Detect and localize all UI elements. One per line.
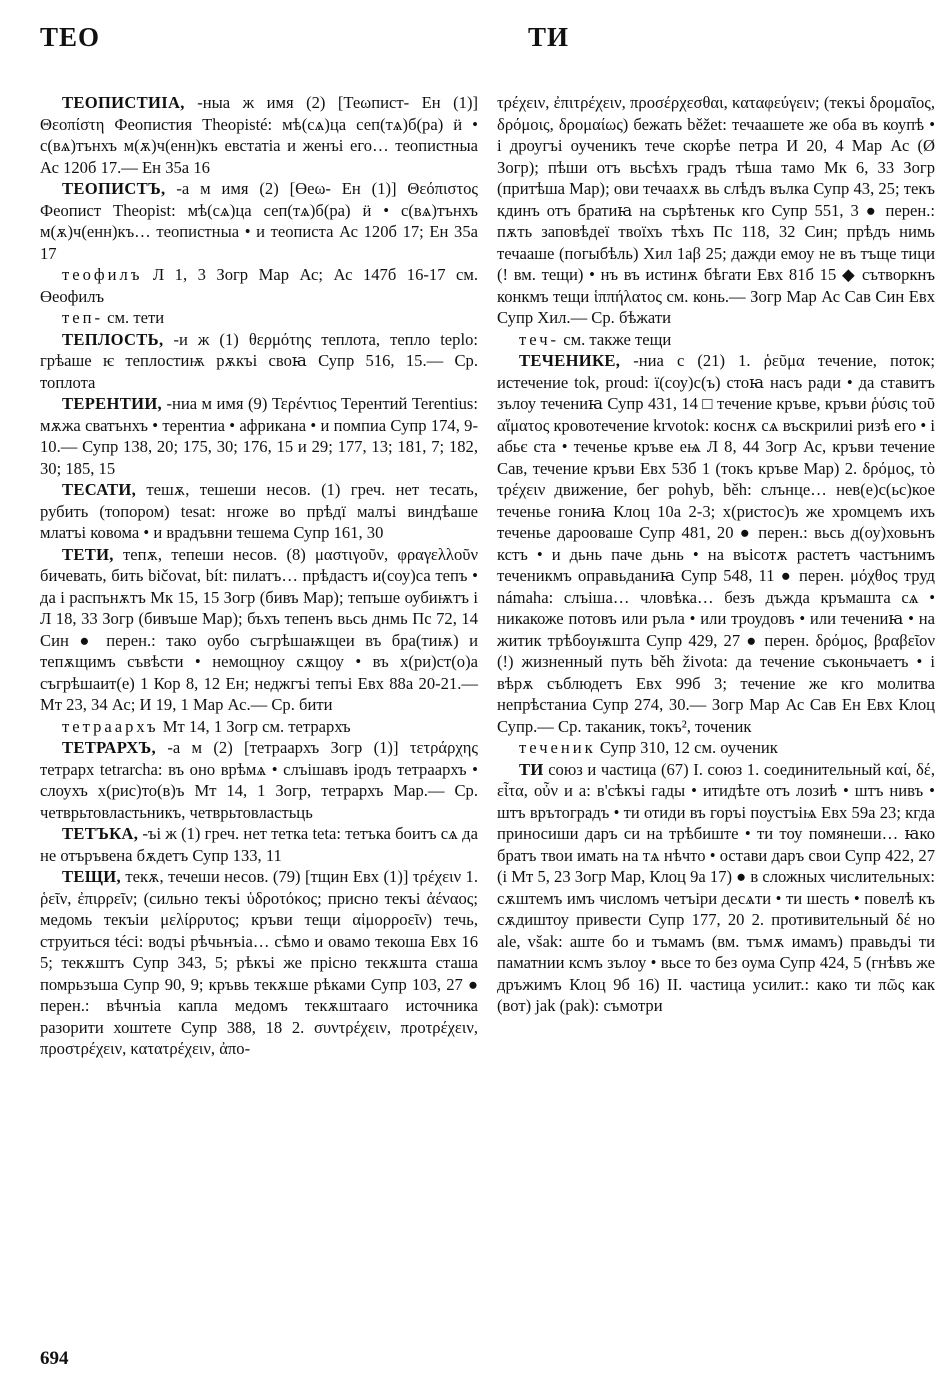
headword: теч-: [519, 329, 560, 349]
cross-reference: [40, 307, 478, 329]
entry-body: -ныа ж имя (2) [Теωпист- Ен (1)] Θεοπίστη Феопистия Theopisté: мѣ(сѧ)ца сеп(тѧ)б(ра) ӥ • с(вѧ)тънхъ м(ѫ)ч(енн)къ евстатіа и женъі его… теопистныа Ас 120б 17.— Ен 35а 16: [40, 93, 478, 177]
dictionary-entry: [40, 178, 478, 264]
entry-body: союз и частица (67) I. союз 1. соединительный καί, δέ, εἶτα, οὖν и а: в'сѣкъі гады • итидѣте отъ лозиѣ • штъ нивъ • штъ врътоградъ • ти отиди въ горъі поустъіѩ Евх 59а 23; кгда приносиши даръ си на трѣбиште • ти тоу помянеши… ꙗко братъ твои имать на тѧ нѣчто • остави даръ свои Супр 422, 27 (і Мт 5, 23 Зогр Мар, Клоц 9а 17) ● в сложных числительных: сѫштемъ имъ числомъ четъіри десѧти • ти шесть • повелѣ къ сѫдиштоу привести Супр 177, 20 2. противительный δέ но ale, však: аште бо и тъмамъ (вм. тъмѫ имамъ) правьдъі ти паматнии ксмъ зълоу • вьсе то без оума Супр 424, 5 (гнѣвъ же дръжимъ Клоц 9б 16) II. частица усилит.: како ти πῶς как (вот) jak (pak): съмотри: [497, 759, 935, 1015]
running-head-right: ТИ: [528, 22, 570, 52]
dictionary-entry: [40, 823, 478, 866]
dictionary-entry: [40, 544, 478, 716]
entry-body: τρέχειν, ἐπιτρέχειν, προσέρχεσθαι, καταφεύγειν; (текъі δρομαῖος, δρόμοις, δρομαίως) бежать běžet: течаашете же оба въ коупѣ • і дроугъі оученикъ тече скорѣе петра И 20, 4 Мар Ас (Ø Зогр); пѣши отъ вьсѣхъ градъ тѣша тамо Мк 6, 33 Зогр (притѣша Мар); ови течаахѫ вь слѣдъ вълка Супр 43, 25; текъ кдинъ отъ братиꙗ на сърѣтеньк кго Супр 551, 3 ● перен.: пѫть заповѣдеї твоїхъ тѣхъ Пс 118, 32 Син; прѣдъ нимь течааше (погыбѣль) Хил 1аβ 25; дажди емоу не въ тъще тици (! вм. тещи) • нъ въ истинѫ бѣгати Евх 81б 15 ◆ сътворкнъ конкмъ тещи ἱππήλατος см. конь.— Зогр Мар Ас Сав Син Евх Супр Хил.— Ср. бѣжати: [497, 93, 935, 327]
headword: ТЕОПИСТИІА,: [62, 93, 185, 112]
entry-body: текѫ, течеши несов. (79) [тщин Евх (1)] τρέχειν 1. ῥεῖν, ἐπιρρεῖν; (сильно текъі ὑδροτόκος; присно текъі ἀέναος; медомь текъіи μελίρρυτος; кръви тещи αἱμορροεῖν) течь, струиться téci: водъі рѣчьнъіа… сѣмо и овамо текоша Евх 16 5; текѫштъ Супр 343, 5; рѣкъі же прісно текѫшта сташа помрьзъша Супр 90, 9; кръвь текѫше рѣками Супр 103, 27 ● перен.: вѣчнъіа капла медомъ текѫштааго источника разорити хоштете Супр 388, 18 2. συντρέχειν, προτρέχειν, προστρέχειν, κατατρέχειν, ἀπο-: [40, 867, 478, 1058]
running-head-left: ТЕО: [40, 22, 101, 52]
entry-body: -а м имя (2) [Өеω- Ен (1)] Θεόπιστος Феопист Theopist: мѣ(сѧ)ца сеп(тѧ)б(ра) ӥ • с(вѧ)тънхъ м(ѫ)ч(енн)къ… теопистныа • и теописта Ас 120б 17; Ен 35а 17: [40, 179, 478, 263]
entry-body: см. также тещи: [559, 329, 672, 349]
entry-body: Мт 14, 1 Зогр см. тетрархъ: [158, 716, 351, 736]
cross-reference: [497, 329, 935, 351]
dictionary-entry: [40, 737, 478, 823]
headword: ТЕТРАРХЪ,: [62, 738, 156, 757]
headword: ТЕПЛОСТЬ,: [62, 329, 164, 349]
headword: ТЕЩИ,: [62, 867, 121, 886]
entry-body: Супр 310, 12 см. оученик: [595, 738, 778, 757]
headword: ТЕЧЕНИКЕ,: [519, 351, 621, 370]
headword: теп-: [62, 308, 104, 327]
cross-reference: [40, 716, 478, 738]
headword: теофилъ: [62, 265, 143, 284]
entry-body: см. тети: [103, 308, 165, 327]
headword: ТЕСАТИ,: [62, 480, 137, 499]
headword: теченик: [519, 738, 596, 757]
dictionary-entry: [40, 393, 478, 479]
dictionary-entry: [497, 92, 935, 329]
entry-body: -ъі ж (1) греч. нет тетка teta: тетъка боитъ сѧ да не отъръвена бѫдетъ Супр 133, 11: [40, 824, 478, 865]
entry-body: тепѫ, тепеши несов. (8) μαστιγοῦν, φραγελλοῦν бичевать, бить bičovat, bít: пилатъ… прѣдастъ и(соу)са тепъ • да і распънѫтъ Мк 15, 15 Зогр (бивъ Мар); тепъше оубиѭтъ і Л 18, 33 Зогр (бивъше Мар); бъхъ тепенъ вьсь днмь Пс 72, 14 Син ● перен.: тако оубо съгрѣшаѭщеи въ бра(тиѭ) и тепѫщимъ съвѣсти • немощноу сѫщоу • въ х(ри)ст(о)а съгрѣшаит(е) 1 Кор 8, 12 Ен; неджгъі тепъі Евх 88а 20-21.— Мт 23, 34 Ас; И 19, 1 Мар Ас.— Ср. бити: [40, 544, 478, 714]
page-number: 694: [40, 1348, 69, 1369]
right-column: [497, 92, 935, 1017]
dictionary-entry: [497, 759, 935, 1017]
headword: ТИ: [519, 759, 544, 779]
entry-body: -ниа с (21) 1. ῥεῦμα течение, поток; истечение tok, proud: ї(соу)с(ъ) стоꙗ насъ ради • да ставитъ зълоу течениꙗ Супр 431, 14 □ течение кръве, кръви ῥύσις τοῦ αἵματος кровотечение krvotok: коснѫ сѧ въскрилиі ризѣ его • і абьє ста • теченье кръве еѩ Л 8, 44 Зогр Ас, кръви течение Сав, течение кръви Евх 53б 1 (токъ кръве Мар) 2. δρόμος, τὸ τρέχειν движение, бег pohyb, běh: слънце… нев(е)с(ьс)кое теченье гониꙗ Клоц 10а 2-3; х(ристос)ъ же хромцемъ ихъ теченье дарооваше Супр 481, 20 ● перен.: вьсь д(оу)ховьнъ кстъ • и дьнь паче дьнь • на въісотѫ растетъ частънимъ теченикмъ оправьданиꙗ Супр 548, 11 ● перен. μόχθος труд námaha: слъіша… чловѣка… безъ дъжда кръмашта сѧ • никакоже потовъ или ръла • или троудовъ • или течениꙗ • на житик трѣбоуѭшта Супр 429, 27 ● перен. δρόμος, βραβεῖον (!) жизненный путь běh života: да течение съконьчаетъ • і вѣрѫ съблюдетъ Евх 99б 3; течение же кго молитва непрѣстаниа Супр 274, 30.— Зогр Мар Ас Сав Ен Евх Клоц Супр.— Ср. таканик, токъ², точеник: [497, 351, 935, 736]
left-column: [40, 92, 478, 1060]
headword: тетраархъ: [62, 716, 159, 736]
dictionary-entry: [40, 329, 478, 394]
dictionary-entry: [40, 479, 478, 544]
dictionary-entry: [40, 92, 478, 178]
headword: ТЕОПИСТЪ,: [62, 179, 166, 198]
cross-reference: [40, 264, 478, 307]
entry-body: тешѫ, тешеши несов. (1) греч. нет тесать, рубить (топором) tesat: нгоже во прѣдї малъі виндѣаше млатъі ковома • и врадъвни тешема Супр 161, 30: [40, 480, 478, 542]
entry-body: -а м (2) [тетраархъ Зогр (1)] τετράρχης тетрарх tetrarcha: въ оно врѣмѧ • слъішавъ іродъ тетраархъ • слоухъ х(рис)то(в)ъ Мт 14, 1 Зогр, тетрархъ Мар.— Ср. четврьтовластьникъ, четврьтовластьць: [40, 738, 478, 822]
cross-reference: [497, 737, 935, 759]
headword: ТЕТИ,: [62, 544, 114, 564]
headword: ТЕРЕНТИИ,: [62, 394, 162, 413]
entry-body: -и ж (1) θερμότης теплота, тепло teplo: грѣаше ѥ теплостиѭ рѫкъі своꙗ Супр 516, 15.— Ср. топлота: [40, 329, 478, 392]
entry-body: Л 1, 3 Зогр Мар Ас; Ас 147б 16-17 см. Өеофилъ: [40, 265, 478, 306]
headword: ТЕТЪКА,: [62, 824, 139, 843]
dictionary-entry: [40, 866, 478, 1060]
dictionary-entry: [497, 350, 935, 737]
entry-body: -ниа м имя (9) Τερέντιος Терентий Terentius: мѫжа сватънхъ • терентиа • африкана • и помпиа Супр 174, 9-10.— Супр 138, 20; 175, 30; 176, 15 и 29; 177, 13; 181, 7; 182, 30; 185, 15: [40, 394, 478, 478]
